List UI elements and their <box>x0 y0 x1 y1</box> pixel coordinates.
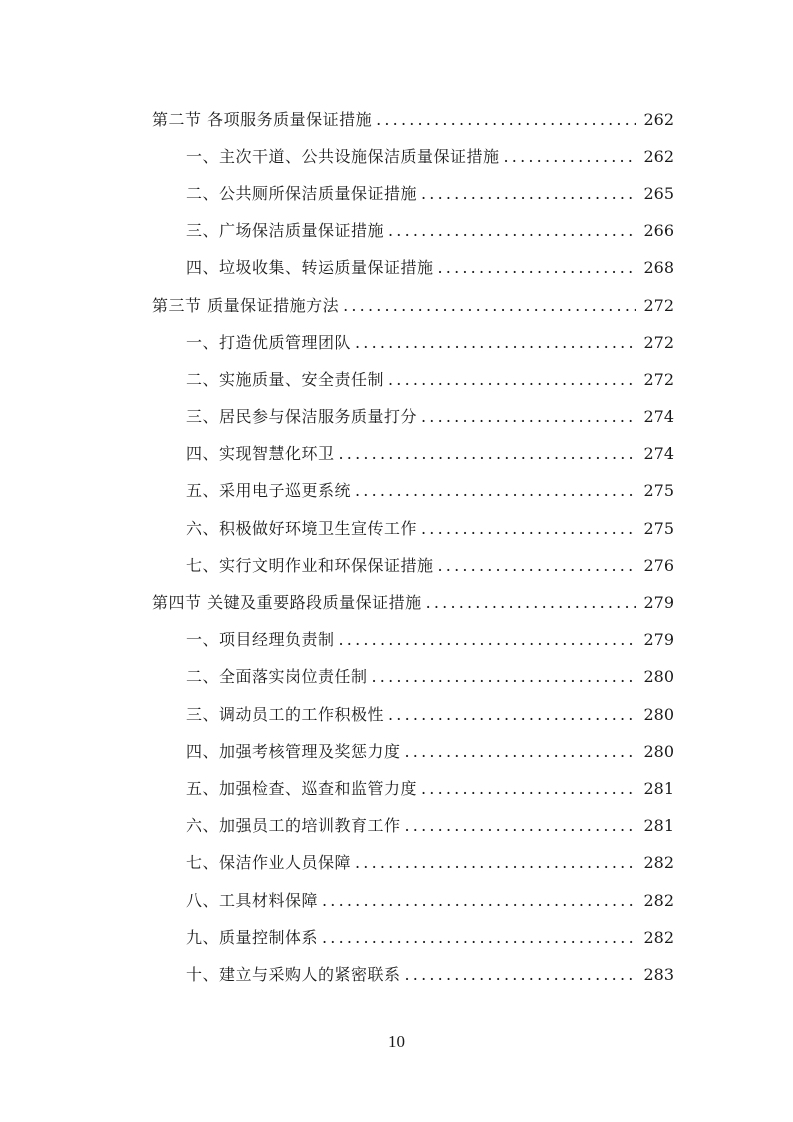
toc-entry-text: 四、垃圾收集、转运质量保证措施 <box>186 258 434 278</box>
toc-item[interactable] <box>0 361 793 398</box>
toc-entry-page: 272 <box>643 369 674 389</box>
toc-entry-text: 一、主次干道、公共设施保洁质量保证措施 <box>186 146 500 166</box>
toc-entry-text: 六、积极做好环境卫生宣传工作 <box>186 518 418 538</box>
toc-entry-page: 279 <box>643 593 674 613</box>
toc-entry-page: 281 <box>643 816 674 836</box>
toc-section-3[interactable] <box>0 287 793 324</box>
toc-item[interactable] <box>0 175 793 212</box>
toc-entry-text: 第二节 各项服务质量保证措施 <box>152 109 373 129</box>
toc-entry-page: 275 <box>643 518 674 538</box>
toc-entry-text: 第四节 关键及重要路段质量保证措施 <box>152 593 422 613</box>
dot-leader <box>405 816 636 836</box>
toc-entry-page: 275 <box>643 481 674 501</box>
toc-entry-page: 274 <box>643 407 674 427</box>
toc-entry-page: 282 <box>643 853 674 873</box>
toc-entry-text: 七、实行文明作业和环保保证措施 <box>186 555 434 575</box>
toc-entry-text: 三、居民参与保洁服务质量打分 <box>186 407 418 427</box>
toc-entry-text: 九、质量控制体系 <box>186 927 319 947</box>
dot-leader <box>376 110 636 130</box>
toc-item[interactable] <box>0 808 793 845</box>
dot-leader <box>405 742 636 762</box>
toc-entry-text: 四、实现智慧化环卫 <box>186 444 335 464</box>
toc-item[interactable] <box>0 213 793 250</box>
toc-entry-page: 268 <box>643 258 674 278</box>
toc-item[interactable] <box>0 845 793 882</box>
toc-entry-text: 一、打造优质管理团队 <box>186 332 352 352</box>
toc-entry-page: 272 <box>643 332 674 352</box>
toc-entry-text: 六、加强员工的培训教育工作 <box>186 816 401 836</box>
toc-item[interactable] <box>0 696 793 733</box>
toc-entry-text: 二、全面落实岗位责任制 <box>186 667 368 687</box>
toc-entry-page: 280 <box>643 667 674 687</box>
dot-leader <box>322 928 636 948</box>
toc-section-2[interactable] <box>0 101 793 138</box>
dot-leader <box>355 853 636 873</box>
dot-leader <box>322 891 636 911</box>
dot-leader <box>355 333 636 353</box>
page-number: 10 <box>388 1032 405 1051</box>
dot-leader <box>388 370 636 390</box>
dot-leader <box>388 705 636 725</box>
table-of-contents <box>0 101 793 994</box>
dot-leader <box>339 444 636 464</box>
toc-entry-text: 五、采用电子巡更系统 <box>186 481 352 501</box>
toc-item[interactable] <box>0 733 793 770</box>
dot-leader <box>421 407 636 427</box>
toc-item[interactable] <box>0 473 793 510</box>
dot-leader <box>343 296 636 316</box>
dot-leader <box>355 481 636 501</box>
toc-item[interactable] <box>0 250 793 287</box>
toc-item[interactable] <box>0 770 793 807</box>
dot-leader <box>421 519 636 539</box>
dot-leader <box>405 965 636 985</box>
dot-leader <box>339 630 636 650</box>
toc-entry-page: 280 <box>643 741 674 761</box>
toc-item[interactable] <box>0 882 793 919</box>
toc-entry-page: 262 <box>643 146 674 166</box>
toc-item[interactable] <box>0 659 793 696</box>
toc-item[interactable] <box>0 436 793 473</box>
toc-entry-text: 第三节 质量保证措施方法 <box>152 295 340 315</box>
toc-entry-page: 265 <box>643 183 674 203</box>
toc-entry-page: 280 <box>643 704 674 724</box>
toc-entry-text: 十、建立与采购人的紧密联系 <box>186 964 401 984</box>
toc-entry-page: 274 <box>643 444 674 464</box>
toc-entry-text: 二、实施质量、安全责任制 <box>186 369 385 389</box>
toc-item[interactable] <box>0 547 793 584</box>
toc-entry-page: 282 <box>643 927 674 947</box>
toc-entry-text: 一、项目经理负责制 <box>186 630 335 650</box>
dot-leader <box>504 147 636 167</box>
toc-entry-text: 七、保洁作业人员保障 <box>186 853 352 873</box>
dot-leader <box>438 258 636 278</box>
toc-entry-page: 279 <box>643 630 674 650</box>
toc-entry-text: 三、广场保洁质量保证措施 <box>186 221 385 241</box>
toc-entry-text: 二、公共厕所保洁质量保证措施 <box>186 183 418 203</box>
toc-entry-page: 283 <box>643 964 674 984</box>
dot-leader <box>426 593 636 613</box>
dot-leader <box>421 779 636 799</box>
toc-entry-page: 276 <box>643 555 674 575</box>
dot-leader <box>421 184 636 204</box>
toc-item[interactable] <box>0 622 793 659</box>
toc-item[interactable] <box>0 138 793 175</box>
toc-section-4[interactable] <box>0 584 793 621</box>
toc-item[interactable] <box>0 324 793 361</box>
toc-item[interactable] <box>0 510 793 547</box>
dot-leader <box>372 667 636 687</box>
toc-item[interactable] <box>0 919 793 956</box>
dot-leader <box>438 556 636 576</box>
toc-entry-page: 272 <box>643 295 674 315</box>
toc-item[interactable] <box>0 956 793 993</box>
toc-entry-text: 五、加强检查、巡查和监管力度 <box>186 778 418 798</box>
toc-entry-page: 281 <box>643 778 674 798</box>
toc-entry-text: 三、调动员工的工作积极性 <box>186 704 385 724</box>
toc-item[interactable] <box>0 399 793 436</box>
toc-entry-text: 八、工具材料保障 <box>186 890 319 910</box>
toc-entry-page: 282 <box>643 890 674 910</box>
toc-entry-page: 266 <box>643 221 674 241</box>
toc-entry-text: 四、加强考核管理及奖惩力度 <box>186 741 401 761</box>
toc-entry-page: 262 <box>643 109 674 129</box>
dot-leader <box>388 221 636 241</box>
